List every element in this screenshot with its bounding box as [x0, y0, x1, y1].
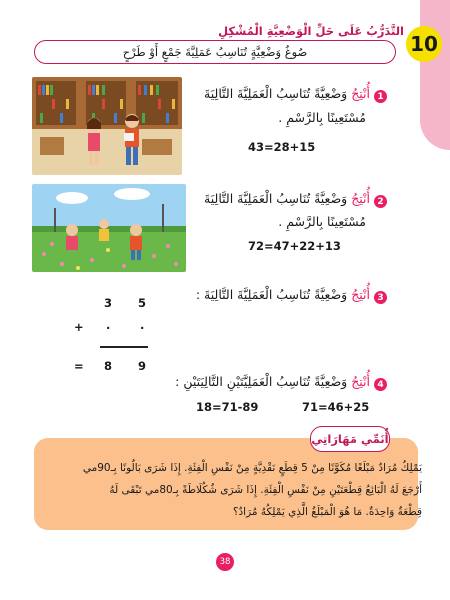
- exercise-3-number: 3: [374, 291, 387, 304]
- exercise-2-number: 2: [374, 195, 387, 208]
- exercise-4-operation-b: 18=71-89: [196, 400, 259, 414]
- side-band: [420, 0, 450, 150]
- result-units: 9: [138, 359, 147, 373]
- addend-2-units: .: [140, 318, 145, 332]
- exercise-2-verb: أُنْتِجُ: [351, 191, 370, 206]
- result-tens: 8: [104, 359, 113, 373]
- exercise-3-line1: أُنْتِجُ وَضْعِيَّةً تُنَاسِبُ الْعَمَلِيَّةَ التَّالِيَةَ :: [195, 287, 370, 302]
- page-number: 38: [216, 553, 234, 571]
- skills-line-3: قِطْعَةٌ وَاحِدَةٌ. مَا هُوَ الْمَبْلَغُ الَّذِي يَمْلِكُهُ مُرَادٌ؟: [232, 506, 422, 518]
- exercise-1-verb: أُنْتِجُ: [351, 86, 370, 101]
- exercise-1-number: 1: [374, 90, 387, 103]
- equals-sign: =: [74, 359, 84, 373]
- skills-tag: أُنَمِّي مَهَارَاتِي: [310, 426, 390, 452]
- exercise-4-operation-a: 71=46+25: [302, 400, 370, 414]
- addend-1-units: 5: [138, 296, 147, 310]
- exercise-4-line1: أُنْتِجُ وَضْعِيَّةً تُنَاسِبُ الْعَمَلِيَّتَيْنِ التَّالِيَتَيْنِ :: [175, 374, 370, 389]
- sum-line: [100, 346, 148, 348]
- exercise-2-line1: أُنْتِجُ وَضْعِيَّةً تُنَاسِبُ الْعَمَلِيَّةَ التَّالِيَةَ: [204, 191, 370, 206]
- exercise-1-operation: 43=28+15: [248, 140, 316, 154]
- exercise-1-line1: أُنْتِجُ وَضْعِيَّةً تُنَاسِبُ الْعَمَلِيَّةَ التَّالِيَةَ: [204, 86, 370, 101]
- exercise-4-number: 4: [374, 378, 387, 391]
- skills-line-1: يَمْلِكُ مُرَادٌ مَبْلَغًا مُكَوَّنًا مِنْ 5 قِطَعٍ نَقْدِيَّةٍ مِنْ نَفْسِ الْفِئَةِ. إِذَا شَرَى بَالُونًا بِـ90مي: [82, 462, 422, 474]
- lesson-number-badge: 10: [406, 26, 442, 62]
- library-illustration: [32, 77, 182, 175]
- skills-line-2: أَرْجَعَ لَهُ الْبَائِعُ قِطْعَتَيْنِ مِنْ نَفْسِ الْفِئَةِ. إِذَا شَرَى شُكُلَاطَةً بِـ80مي تَبْقَى لَهُ: [109, 484, 422, 496]
- addend-1-tens: 3: [104, 296, 113, 310]
- lesson-title: صُوغُ وَضْعِيَّةٍ تُنَاسِبُ عَمَلِيَّةَ جَمْعٍ أَوْ طَرْحٍ: [34, 40, 396, 64]
- exercise-3-verb: أُنْتِجُ: [351, 287, 370, 302]
- addend-2-tens: .: [106, 318, 111, 332]
- exercise-2-line2: مُسْتَعِينًا بِالرَّسْمِ .: [278, 214, 366, 229]
- section-label: التَّدَرُّبُ عَلَى حَلِّ الْوَضْعِيَّةِ الْمُشْكِلِ: [218, 24, 404, 38]
- exercise-4-verb: أُنْتِجُ: [351, 374, 370, 389]
- plus-sign: +: [74, 320, 84, 334]
- playground-illustration: [32, 184, 186, 272]
- exercise-1-line2: مُسْتَعِينًا بِالرَّسْمِ .: [278, 110, 366, 125]
- exercise-2-operation: 72=47+22+13: [248, 239, 341, 253]
